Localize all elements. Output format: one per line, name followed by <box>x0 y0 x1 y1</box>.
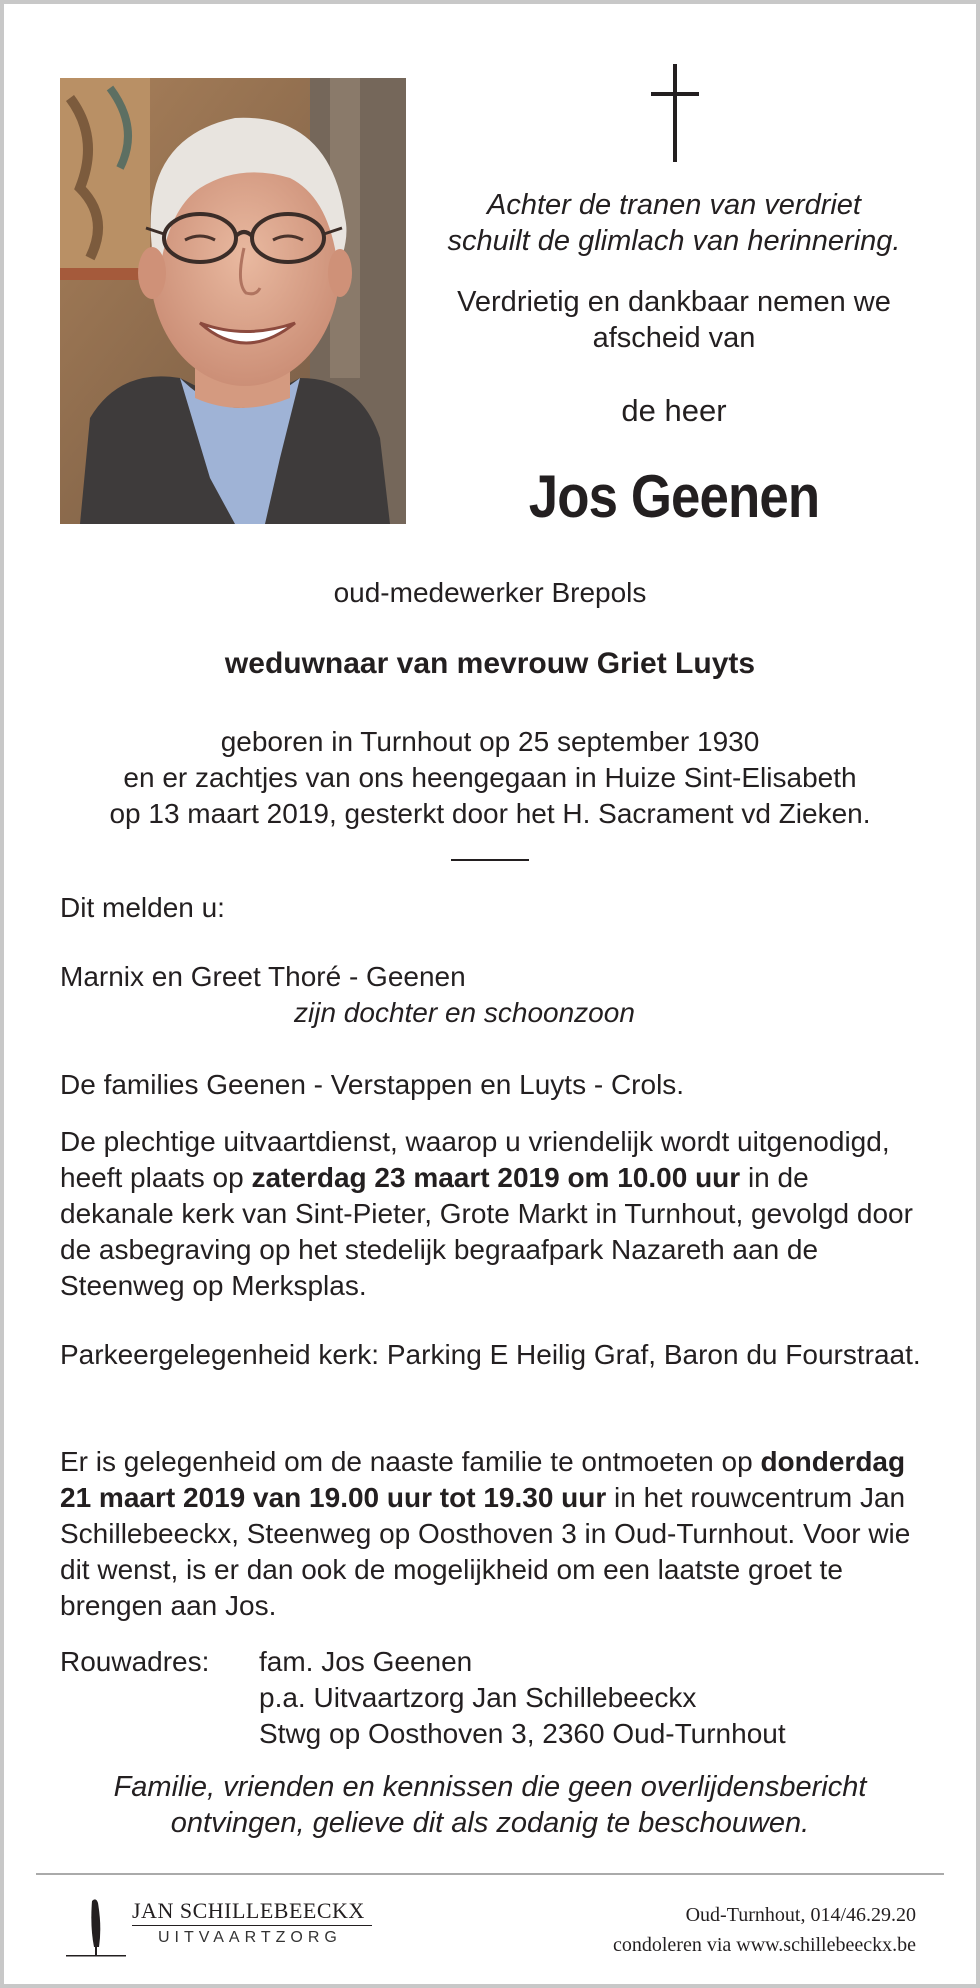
memorial-verse <box>419 187 929 259</box>
birth-death-line: op 13 maart 2019, gesterkt door het H. Sacrament vd Zieken. <box>109 798 871 829</box>
parking-text: Parkeergelegenheid kerk: Parking E Heilig Graf, Baron du Fourstraat. <box>60 1339 921 1370</box>
cross-icon <box>646 64 706 164</box>
intro-line: afscheid van <box>592 322 756 354</box>
portrait-photo <box>60 78 406 524</box>
verse-line: schuilt de glimlach van herinnering. <box>447 225 901 257</box>
farewell-intro <box>419 284 929 356</box>
footer-divider <box>36 1873 944 1875</box>
cypress-tree-icon <box>66 1897 126 1959</box>
funeral-service-text <box>60 1124 930 1304</box>
service-text: De plechtige uitvaartdienst, waarop u vriendelijk wordt uitgenodigd, heeft plaats op <box>60 1126 890 1193</box>
deceased-name: Jos Geenen <box>528 463 820 530</box>
verse-line: Achter de tranen van verdriet <box>487 189 861 221</box>
birth-death-text <box>4 724 976 832</box>
closing-line: Familie, vrienden en kennissen die geen overlijdensbericht <box>113 1771 867 1803</box>
service-datetime: zaterdag 23 maart 2019 om 10.00 uur <box>251 1162 741 1193</box>
brand-underline <box>132 1925 372 1926</box>
contact-info <box>613 1900 916 1960</box>
visitation-datetime: donderdag 21 maart 2019 van 19.00 uur tot 19.30 uur <box>60 1446 906 1513</box>
address-line: Stwg op Oosthoven 3, 2360 Oud-Turnhout <box>259 1718 786 1749</box>
families-line: De families Geenen - Verstappen en Luyts - Crols. <box>60 1069 685 1100</box>
intro-line: Verdrietig en dankbaar nemen we <box>457 286 891 318</box>
announcement-heading: Dit melden u: <box>60 892 225 923</box>
visitation-details: in het rouwcentrum Jan Schillebeeckx, Steenweg op Oosthoven 3 in Oud-Turnhout. Voor wie dit wenst, is er dan ook de mogelijkheid om een laatste groet te brengen aan Jos. <box>60 1482 911 1621</box>
service-text: in de dekanale kerk van Sint-Pieter, Grote Markt in Turnhout, gevolgd door de asbegraving op het stedelijk begraafpark Nazareth aan de Steenweg op Merksplas. <box>60 1162 913 1301</box>
brand-name: JAN SCHILLEBEECKX <box>132 1898 365 1923</box>
address-line: p.a. Uitvaartzorg Jan Schillebeeckx <box>259 1682 697 1713</box>
visitation-text <box>60 1444 930 1624</box>
contact-phone: Oud-Turnhout, 014/46.29.20 <box>685 1904 916 1926</box>
brand-subtitle: UITVAARTZORG <box>158 1929 342 1946</box>
children-relation: zijn dochter en schoonzoon <box>294 997 635 1028</box>
occupation: oud-medewerker Brepols <box>333 577 647 608</box>
children-names: Marnix en Greet Thoré - Geenen <box>60 961 466 992</box>
birth-death-line: geboren in Turnhout op 25 september 1930 <box>220 726 760 757</box>
children <box>60 959 930 1031</box>
address-label: Rouwadres: <box>60 1646 210 1677</box>
closing-line: ontvingen, gelieve dit als zodanig te beschouwen. <box>170 1807 810 1839</box>
honorific: de heer <box>621 393 727 428</box>
spouse-line: weduwnaar van mevrouw Griet Luyts <box>224 647 756 680</box>
visitation-intro: Er is gelegenheid om de naaste familie te ontmoeten op <box>60 1446 761 1477</box>
divider <box>451 859 529 861</box>
contact-website[interactable]: condoleren via www.schillebeeckx.be <box>612 1934 916 1956</box>
birth-death-line: en er zachtjes van ons heengegaan in Huize Sint-Elisabeth <box>123 762 857 793</box>
address-line: fam. Jos Geenen <box>259 1646 473 1677</box>
address-lines <box>259 1644 786 1752</box>
closing-note <box>4 1769 976 1841</box>
